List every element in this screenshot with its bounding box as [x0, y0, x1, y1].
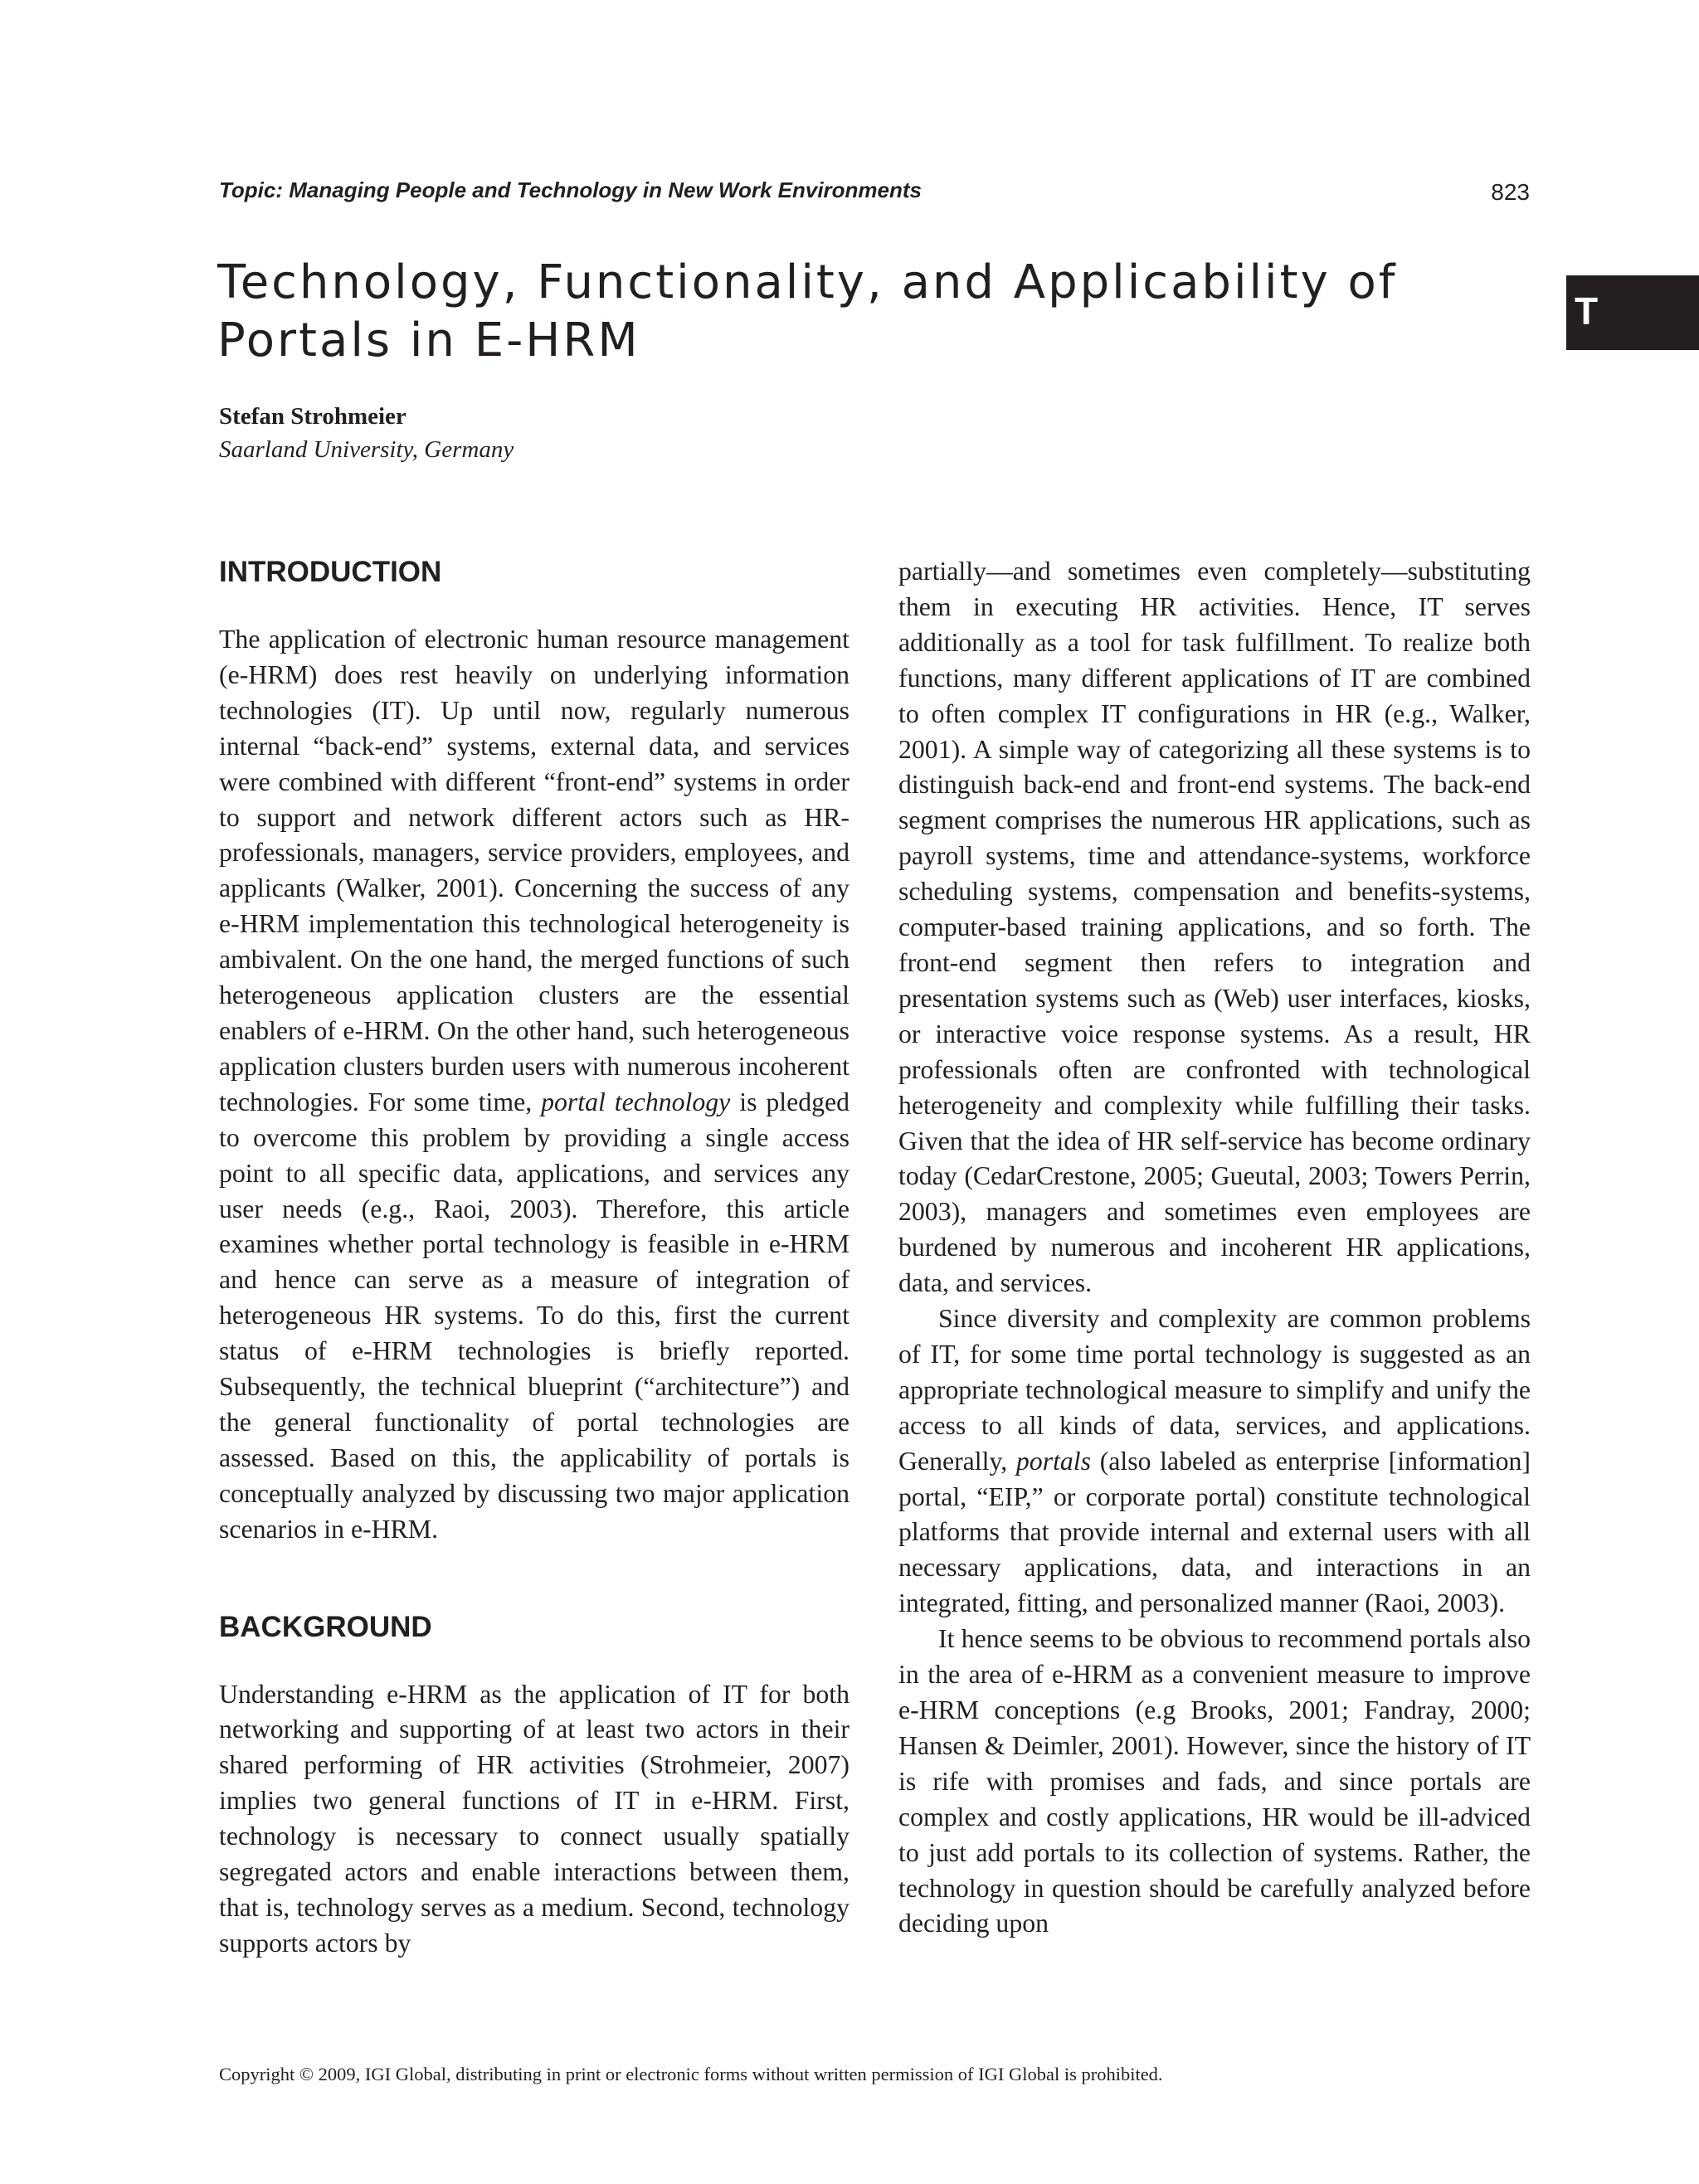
background-paragraph-3: It hence seems to be obvious to recommend portals also in the area of e-HRM as a convenient measure to improve e-HRM conceptions (e.g Brooks, 2001; Fandray, 2000; Hansen & Deimler, 2001). However, since the history of IT is rife with promises and fads, and since portals are complex and costly applications, HR would be ill-adviced to just add portals to its collection of systems. Rather, the technology in question should be carefully analyzed before deciding upon — [898, 1624, 1531, 1938]
running-header-topic: Topic: Managing People and Technology in New Work Environments — [219, 178, 923, 202]
background-p2-part-1: Since diversity and complexity are common problems of IT, for some time portal technology is suggested as an appropriate technological measure to simplify and unify the access to all kinds of data, services, and applications. Generally, — [898, 1304, 1531, 1476]
article-title-line-2: Portals in E-HRM — [217, 314, 640, 367]
background-p2-emphasis: portals — [1015, 1446, 1092, 1476]
background-paragraph-1: Understanding e-HRM as the application of IT for both networking and supporting of at least two actors in their shared performing of HR activities (Strohmeier, 2007) implies two general functions of IT in e-HRM. First, technology is necessary to connect usually spatially segregated actors and enable interactions between them, that is, technology serves as a medium. Second, technology supports actors by — [219, 1679, 850, 1958]
background-heading: BACKGROUND — [219, 1610, 432, 1643]
left-column — [219, 554, 850, 1962]
article-title — [217, 254, 1545, 370]
introduction-heading: INTRODUCTION — [219, 556, 442, 588]
author-name: Stefan Strohmeier — [219, 403, 406, 430]
right-column — [898, 554, 1531, 1942]
copyright-footer: Copyright © 2009, IGI Global, distributing in print or electronic forms without written permission of IGI Global is prohibited. — [219, 2064, 1163, 2084]
intro-emphasis: portal technology — [541, 1087, 731, 1116]
section-thumb-tab: T — [1566, 275, 1699, 350]
author-affiliation: Saarland University, Germany — [219, 436, 514, 463]
intro-text-part-1: The application of electronic human resource management (e-HRM) does rest heavily on underlying information technologies (IT). Up until now, regularly numerous internal “back-end” systems, external data, and services were combined with different “front-end” systems in order to support and network different actors such as HR-professionals, managers, service providers, employees, and applicants (Walker, 2001). Concerning the success of any e-HRM implementation this technological heterogeneity is ambivalent. On the one hand, the merged functions of such heterogeneous application clusters are the essential enablers of e-HRM. On the other hand, such heterogeneous application clusters burden users with numerous incoherent technologies. For some time, — [219, 625, 850, 1116]
article-title-line-1: Technology, Functionality, and Applicability of — [217, 255, 1398, 309]
introduction-paragraph — [219, 622, 850, 1548]
intro-text-part-2: is pledged to overcome this problem by providing a single access point to all specific data, applications, and services any user needs (e.g., Raoi, 2003). Therefore, this article examines whether portal technology is feasible in e-HRM and hence can serve as a measure of integration of heterogeneous HR systems. To do this, first the current status of e-HRM technologies is briefly reported. Subsequently, the technical blueprint (“architecture”) and the general functionality of portal technologies are assessed. Based on this, the applicability of portals is conceptually analyzed by discussing two major application scenarios in e-HRM. — [219, 1087, 850, 1544]
background-paragraph-1-continued: partially—and sometimes even completely—substituting them in executing HR activities. Hence, IT serves additionally as a tool for task fulfillment. To realize both functions, many different applications of IT are combined to often complex IT configurations in HR (e.g., Walker, 2001). A simple way of categorizing all these systems is to distinguish back-end and front-end systems. The back-end segment comprises the numerous HR applications, such as payroll systems, time and attendance-systems, workforce scheduling systems, compensation and benefits-systems, computer-based training applications, and so forth. The front-end segment then refers to integration and presentation systems such as (Web) user interfaces, kiosks, or interactive voice response systems. As a result, HR professionals often are confronted with technological heterogeneity and complexity while fulfilling their tasks. Given that the idea of HR self-service has become ordinary today (CedarCrestone, 2005; Gueutal, 2003; Towers Perrin, 2003), managers and sometimes even employees are burdened by numerous and incoherent HR applications, data, and services. — [898, 557, 1531, 1298]
background-paragraph-2 — [898, 1301, 1531, 1622]
background-p2-part-2: (also labeled as enterprise [information] portal, “EIP,” or corporate portal) constitute technological platforms that provide internal and external users with all necessary applications, data, and interactions in an integrated, fitting, and personalized manner (Raoi, 2003). — [898, 1446, 1531, 1618]
page-number: 823 — [1491, 179, 1530, 205]
